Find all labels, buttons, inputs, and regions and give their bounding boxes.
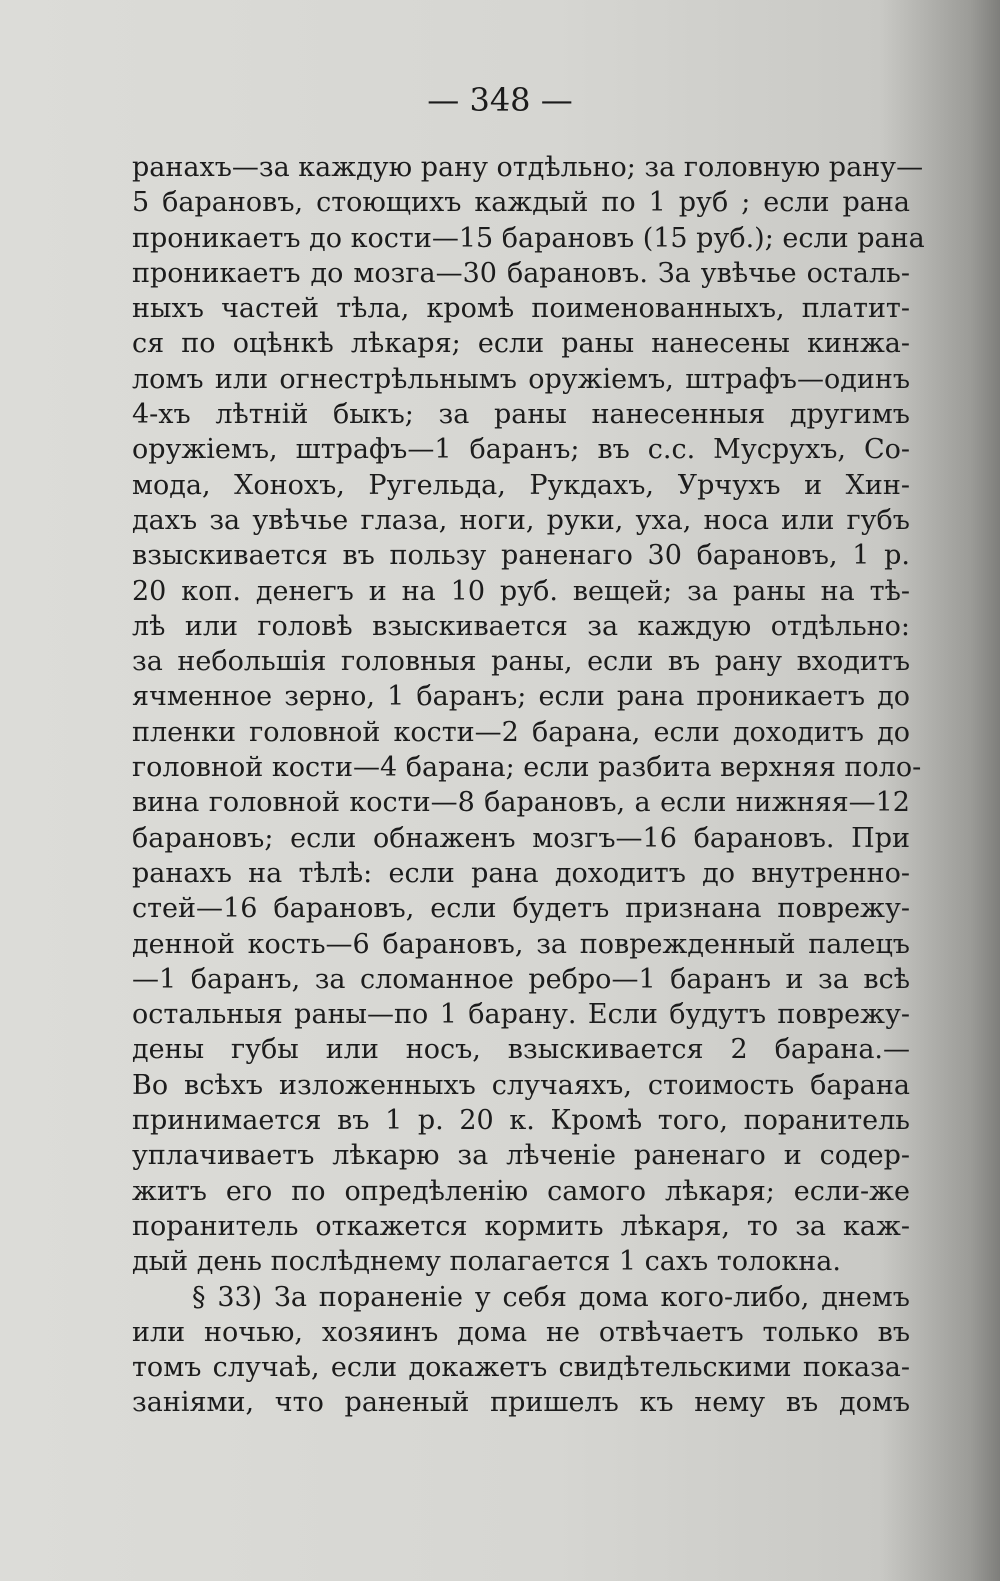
text-line: Во всѣхъ изложенныхъ случаяхъ, стоимость барана: [132, 1069, 910, 1101]
text-line: денной кость—6 барановъ, за поврежденный палецъ: [132, 928, 910, 960]
text-line: 5 барановъ, стоющихъ каждый по 1 руб ; если рана: [132, 187, 910, 219]
text-line: вина головной кости—8 барановъ, а если нижняя—12: [132, 787, 910, 819]
text-line: ныхъ частей тѣла, кромѣ поименованныхъ, платит-: [132, 293, 910, 325]
text-line: лѣ или головѣ взыскивается за каждую отдѣльно:: [132, 610, 910, 642]
page-number: — 348 —: [427, 81, 573, 119]
text-line: ячменное зерно, 1 баранъ; если рана проникаетъ до: [132, 681, 910, 713]
text-line: головной кости—4 барана; если разбита верхняя поло-: [132, 752, 922, 784]
text-line: проникаетъ до кости—15 барановъ (15 руб.); если рана: [132, 222, 925, 254]
text-line: оружіемъ, штрафъ—1 баранъ; въ с.с. Мусрухъ, Со-: [132, 434, 910, 466]
text-line: 20 коп. денегъ и на 10 руб. вещей; за раны на тѣ-: [132, 575, 910, 607]
text-line: дены губы или носъ, взыскивается 2 барана.—: [132, 1034, 910, 1066]
text-line: взыскивается въ пользу раненаго 30 барановъ, 1 р.: [132, 540, 910, 572]
text-line-section-start: § 33) За пораненіе у себя дома кого-либо, днемъ: [192, 1281, 910, 1313]
text-line: ранахъ—за каждую рану отдѣльно; за головную рану—: [132, 152, 924, 183]
text-line: томъ случаѣ, если докажетъ свидѣтельскими показа-: [132, 1352, 910, 1384]
text-line: ломъ или огнестрѣльнымъ оружіемъ, штрафъ—одинъ: [132, 363, 910, 395]
text-line: заніями, что раненый пришелъ къ нему въ домъ: [132, 1387, 910, 1419]
text-line: за небольшія головныя раны, если въ рану входитъ: [132, 646, 910, 678]
body-text: [132, 150, 925, 1421]
text-line: уплачиваетъ лѣкарю за лѣченіе раненаго и содер-: [132, 1140, 910, 1172]
text-line: —1 баранъ, за сломанное ребро—1 баранъ и за всѣ: [132, 963, 910, 995]
text-line: поранитель откажется кормить лѣкаря, то за каж-: [132, 1210, 910, 1242]
text-line: житъ его по опредѣленію самого лѣкаря; если-же: [132, 1175, 910, 1207]
text-line: дахъ за увѣчье глаза, ноги, руки, уха, носа или губъ: [132, 504, 910, 536]
text-line: принимается въ 1 р. 20 к. Кромѣ того, поранитель: [132, 1105, 910, 1137]
text-line: проникаетъ до мозга—30 барановъ. За увѣчье осталь-: [132, 257, 910, 289]
text-line: или ночью, хозяинъ дома не отвѣчаетъ только въ: [132, 1316, 910, 1348]
text-line: остальныя раны—по 1 барану. Если будутъ поврежу-: [132, 999, 910, 1031]
text-line: мода, Хонохъ, Ругельда, Рукдахъ, Урчухъ и Хин-: [132, 469, 910, 501]
text-line: дый день послѣднему полагается 1 сахъ толокна.: [132, 1246, 841, 1278]
text-line: 4-хъ лѣтній быкъ; за раны нанесенныя другимъ: [132, 399, 910, 431]
text-line: пленки головной кости—2 барана, если доходитъ до: [132, 716, 910, 748]
text-line: ся по оцѣнкѣ лѣкаря; если раны нанесены кинжа-: [132, 328, 910, 360]
text-line: ранахъ на тѣлѣ: если рана доходитъ до внутренно-: [132, 857, 910, 889]
text-line: барановъ; если обнаженъ мозгъ—16 барановъ. При: [132, 822, 910, 854]
text-line: стей—16 барановъ, если будетъ признана поврежу-: [132, 893, 910, 925]
